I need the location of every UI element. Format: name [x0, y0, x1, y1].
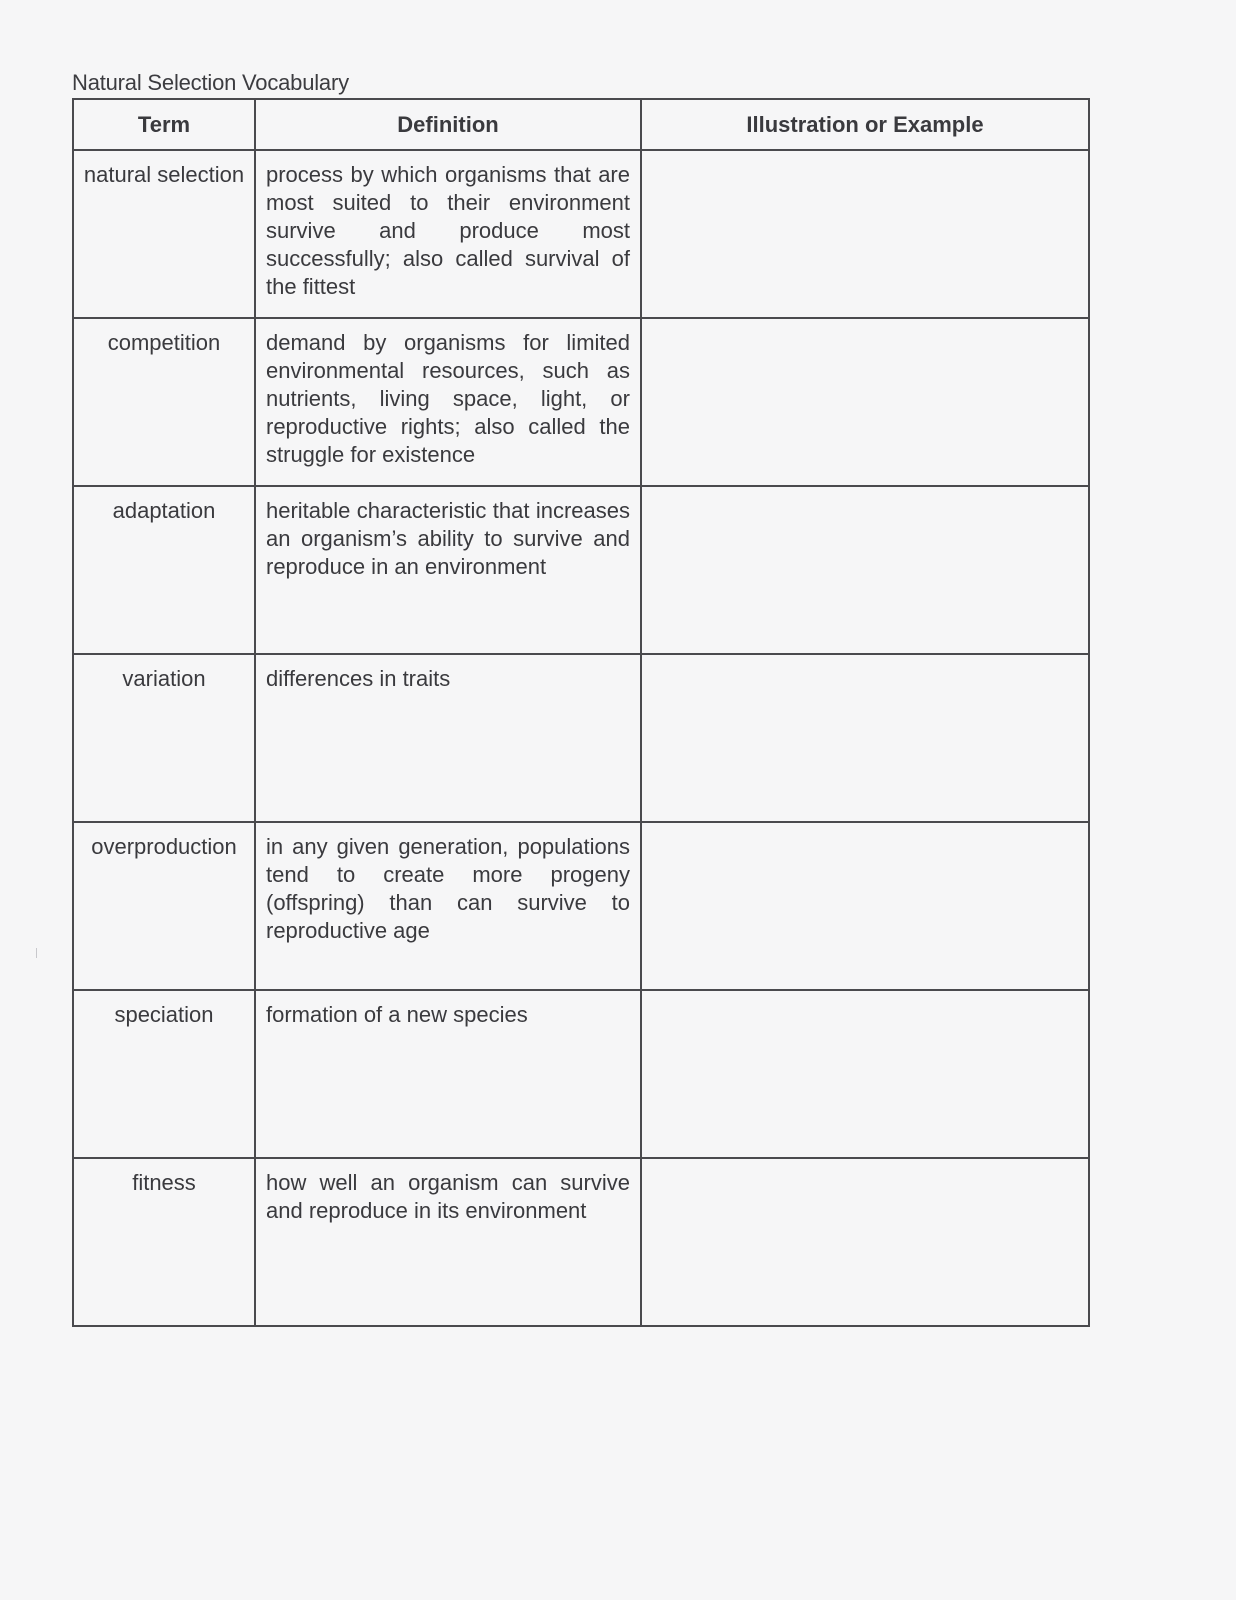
column-header-term: Term — [73, 99, 255, 150]
definition-cell: process by which organisms that are most suited to their environment survive and produce most successfully; also called survival of the fittest — [255, 150, 641, 318]
table-row — [73, 150, 1089, 318]
definition-cell: formation of a new species — [255, 990, 641, 1158]
table-header-row — [73, 99, 1089, 150]
term-cell: competition — [73, 318, 255, 486]
column-header-example: Illustration or Example — [641, 99, 1089, 150]
definition-cell: demand by organisms for limited environmental resources, such as nutrients, living space, light, or reproductive rights; also called the struggle for existence — [255, 318, 641, 486]
term-cell — [73, 150, 255, 318]
page-title: Natural Selection Vocabulary — [72, 70, 349, 95]
definition-cell: how well an organism can survive and reproduce in its environment — [255, 1158, 641, 1326]
definition-cell: differences in traits — [255, 654, 641, 822]
example-cell — [641, 990, 1089, 1158]
table-row — [73, 822, 1089, 990]
term-natural-selection: natural selection — [83, 162, 245, 187]
example-cell — [641, 654, 1089, 822]
example-cell — [641, 486, 1089, 654]
example-cell — [641, 1158, 1089, 1326]
term-cell: fitness — [73, 1158, 255, 1326]
example-cell — [641, 150, 1089, 318]
definition-cell: heritable characteristic that increases an organism’s ability to survive and reproduce in an environment — [255, 486, 641, 654]
term-cell: overproduction — [73, 822, 255, 990]
example-cell — [641, 318, 1089, 486]
table-row — [73, 990, 1089, 1158]
table-row — [73, 486, 1089, 654]
term-cell: variation — [73, 654, 255, 822]
vocabulary-table — [72, 98, 1090, 1327]
term-cell: adaptation — [73, 486, 255, 654]
term-cell: speciation — [73, 990, 255, 1158]
table-row — [73, 318, 1089, 486]
example-cell — [641, 822, 1089, 990]
scan-mark — [36, 948, 37, 958]
table-row — [73, 1158, 1089, 1326]
column-header-definition: Definition — [255, 99, 641, 150]
table-row — [73, 654, 1089, 822]
definition-cell: in any given generation, populations tend to create more progeny (offspring) than can survive to reproductive age — [255, 822, 641, 990]
